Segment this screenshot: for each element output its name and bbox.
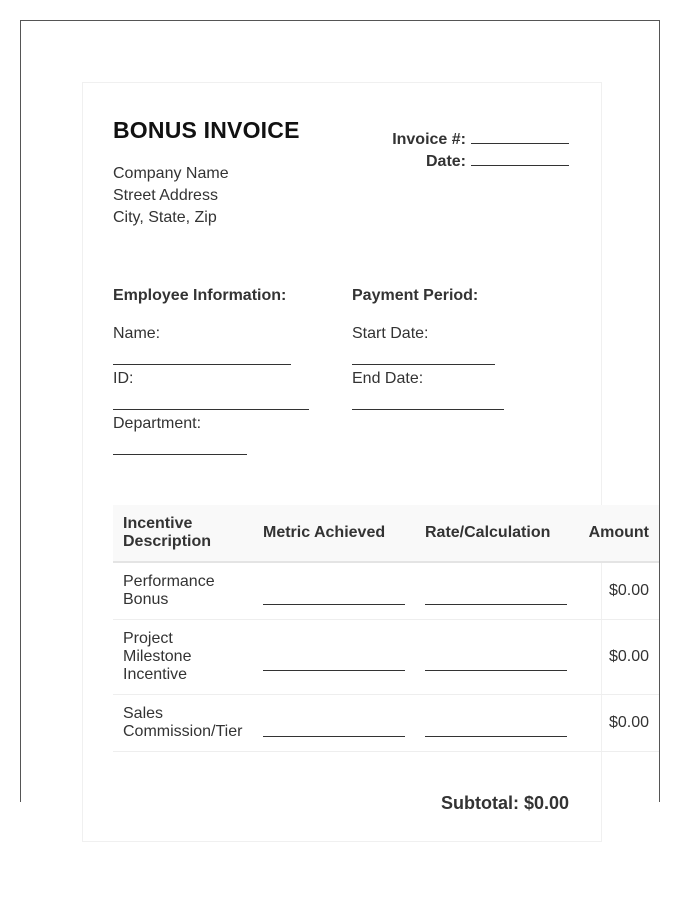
employee-name-label: Name: [113, 325, 161, 342]
start-date-label: Start Date: [352, 325, 429, 342]
invoice-number-blank [471, 129, 569, 144]
row-rate-blank [415, 620, 577, 695]
row-description: Project Milestone Incentive [113, 620, 253, 695]
header-rate-calculation: Rate/Calculation [415, 505, 577, 562]
table-row [113, 562, 659, 620]
row-amount: $0.00 [577, 620, 659, 695]
row-metric-blank [253, 620, 415, 695]
row-metric-blank [253, 695, 415, 752]
employee-id-blank [113, 409, 309, 410]
row-amount: $0.00 [577, 562, 659, 620]
row-rate-blank [415, 695, 577, 752]
start-date-blank [352, 364, 495, 365]
row-description: Performance Bonus [113, 562, 253, 620]
employee-department-blank [113, 454, 247, 455]
company-city: City, State, Zip [113, 209, 217, 226]
employee-department-label: Department: [113, 415, 202, 432]
end-date-blank [352, 409, 504, 410]
row-description: Sales Commission/Tier [113, 695, 253, 752]
employee-info-heading: Employee Information: [113, 287, 287, 304]
header-incentive-description: Incentive Description [113, 505, 253, 562]
row-amount: $0.00 [577, 695, 659, 752]
employee-id-label: ID: [113, 370, 134, 387]
row-metric-blank [253, 562, 415, 620]
invoice-number-label: Invoice #: [392, 131, 466, 148]
table-row [113, 695, 659, 752]
header-amount: Amount [577, 505, 659, 562]
incentive-table [113, 505, 659, 752]
row-rate-blank [415, 562, 577, 620]
invoice-number-row [392, 129, 569, 151]
table-row [113, 620, 659, 695]
end-date-label: End Date: [352, 370, 424, 387]
table-header-row [113, 505, 659, 562]
invoice-title: BONUS INVOICE [113, 117, 300, 143]
invoice-meta [392, 129, 569, 173]
company-address [113, 163, 229, 229]
header-metric-achieved: Metric Achieved [253, 505, 415, 562]
company-name: Company Name [113, 165, 229, 182]
company-street: Street Address [113, 187, 218, 204]
employee-name-blank [113, 364, 291, 365]
invoice-date-row [392, 151, 569, 173]
subtotal: Subtotal: $0.00 [440, 793, 569, 813]
invoice-date-label: Date: [425, 153, 466, 170]
invoice-date-blank [471, 151, 569, 166]
document-frame [20, 20, 660, 813]
payment-period-heading: Payment Period: [352, 287, 479, 304]
